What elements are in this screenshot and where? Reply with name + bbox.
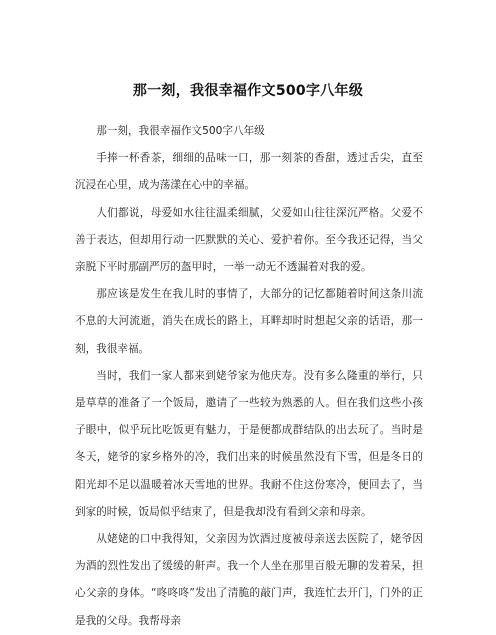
paragraph: 人们都说，母爱如水往往温柔细腻，父爱如山往往深沉严格。父爱不善于表达，但却用行动一匹默默的关心、爱护着你。至今我还记得，当父亲脱下平时那副严厉的盔甲时，一举一动无不透漏着对我的爱。 xyxy=(75,206,423,274)
paragraph: 那应该是发生在我儿时的事情了，大部分的记忆都随着时间这条川流不息的大河流逝，消失在成长的路上，耳畔却时时想起父亲的话语，那一刻，我很幸福。 xyxy=(75,288,423,355)
paragraph: 从姥姥的口中我得知，父亲因为饮酒过度被母亲送去医院了，姥爷因为酒的烈性发出了缓缓的鼾声。我一个人坐在那里百般无聊的发着呆，担心父亲的身体。“咚咚咚”发出了清脆的敲门声，我连忙去开门，门外的正是我的父母。我帮母亲 xyxy=(75,533,423,627)
paragraph: 手捧一杯香茶，细细的品味一口，那一刻茶的香甜，透过舌尖，直至沉浸在心里，成为荡漾在心中的幸福。 xyxy=(75,152,423,192)
paragraph: 那一刻，我很幸福作文500字八年级 xyxy=(96,125,265,137)
article-body xyxy=(75,118,423,635)
paragraph: 当时，我们一家人都来到姥爷家为他庆寿。没有多么隆重的举行，只是草草的准备了一个饭局，邀请了一些较为熟悉的人。但在我们这些小孩子眼中，似乎玩比吃饭更有魅力，于是便都成群结队的出去玩了。当时是冬天，姥爷的家乡格外的冷，我们出来的时候虽然没有下雪，但是冬日的阳光却不足以温暖着冰天雪地的世界。我耐不住这份寒冷，便回去了，当到家的时候，饭局似乎结束了，但是我却没有看到父亲和母亲。 xyxy=(75,369,423,518)
page-title: 那一刻，我很幸福作文500字八年级 xyxy=(132,83,364,99)
